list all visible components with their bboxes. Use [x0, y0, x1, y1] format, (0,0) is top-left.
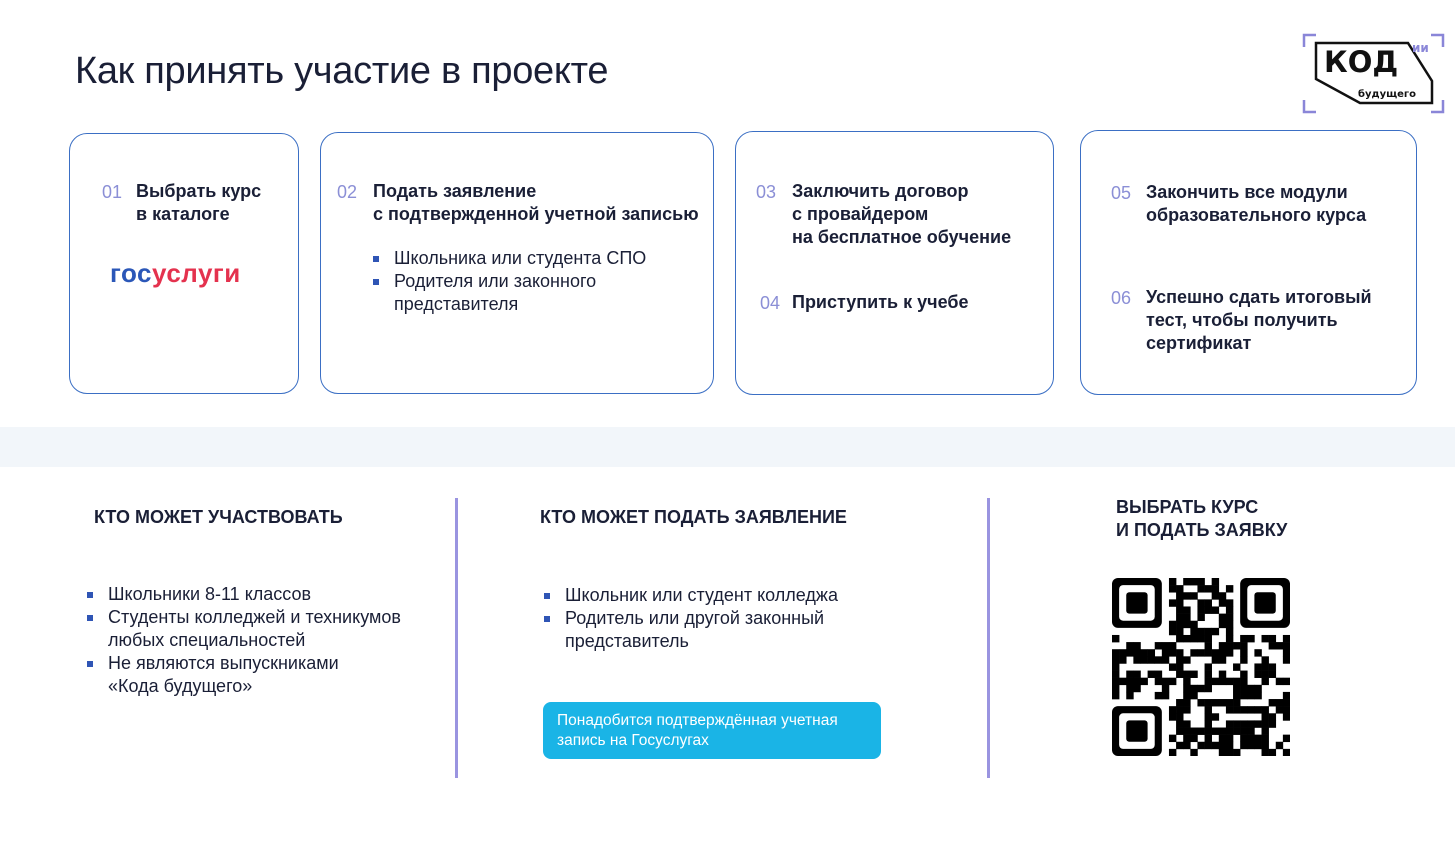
gosuslugi-account-note: Понадобится подтверждённая учетная запись на Госуслугах: [543, 702, 881, 759]
who-applies-title: КТО МОЖЕТ ПОДАТЬ ЗАЯВЛЕНИЕ: [540, 507, 847, 527]
step-number: 05: [1111, 183, 1132, 203]
step-text: Подать заявление с подтвержденной учетной записью: [373, 181, 699, 224]
step-card-3: [735, 131, 1054, 395]
list-item: Школьника или студента СПО: [373, 247, 646, 270]
logo-corner-text: ии: [1412, 41, 1429, 55]
step-04: [760, 291, 968, 314]
step-text: Успешно сдать итоговый тест, чтобы получить сертификат: [1146, 287, 1372, 353]
logo-sub-text: будущего: [1358, 89, 1417, 100]
page-title: Как принять участие в проекте: [75, 50, 609, 92]
step-number: 03: [756, 182, 777, 202]
step-number: 02: [337, 182, 358, 202]
logo-main-text: КОД: [1324, 45, 1399, 79]
step-01: [102, 180, 261, 226]
gosuslugi-logo[interactable]: госуслуги: [110, 258, 241, 288]
step-card-1: [69, 133, 299, 394]
step-text: Закончить все модули образовательного курса: [1146, 182, 1367, 225]
step-text: Выбрать курс в каталоге: [136, 181, 262, 224]
step-number: 01: [102, 182, 123, 202]
divider-line: [987, 498, 990, 778]
list-item: Родитель или другой законный представитель: [544, 607, 838, 653]
step-card-2: [320, 132, 714, 394]
divider-line: [455, 498, 458, 778]
who-applies-list: [544, 584, 838, 653]
step-06: [1111, 286, 1372, 355]
step-02: [337, 180, 699, 226]
applicant-list: [373, 247, 646, 316]
who-participates-list: [87, 583, 401, 698]
section-separator-band: [0, 427, 1455, 467]
step-number: 06: [1111, 288, 1132, 308]
step-text: Приступить к учебе: [792, 292, 969, 312]
kod-budushchego-logo: [1302, 33, 1445, 114]
list-item: Студенты колледжей и техникумов любых специальностей: [87, 606, 401, 652]
step-03: [756, 180, 1011, 249]
step-05: [1111, 181, 1366, 227]
list-item: Школьник или студент колледжа: [544, 584, 838, 607]
choose-course-title: ВЫБРАТЬ КУРС И ПОДАТЬ ЗАЯВКУ: [1116, 497, 1288, 540]
step-number: 04: [760, 293, 781, 313]
list-item: Школьники 8-11 классов: [87, 583, 401, 606]
who-participates-title: КТО МОЖЕТ УЧАСТВОВАТЬ: [94, 507, 343, 527]
qr-code-icon[interactable]: [1112, 578, 1290, 756]
step-text: Заключить договор с провайдером на бесплатное обучение: [792, 181, 1012, 247]
list-item: Не являются выпускниками «Кода будущего»: [87, 652, 401, 698]
list-item: Родителя или законного представителя: [373, 270, 646, 316]
step-card-4: [1080, 130, 1417, 395]
